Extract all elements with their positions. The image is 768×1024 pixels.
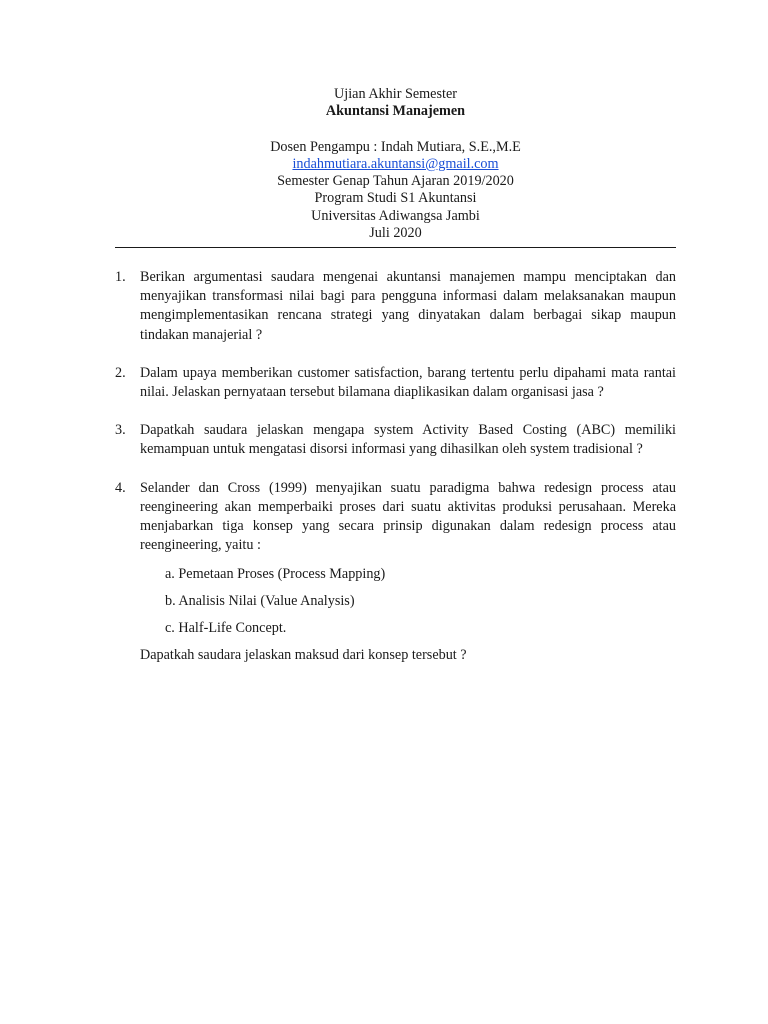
question-text: Selander dan Cross (1999) menyajikan suatu paradigma bahwa redesign process atau reengineering akan memperbaiki proses dari suatu aktivitas produksi perusahaan. Mereka menjabarkan tiga konsep yang secara prinsip digunakan dalam redesign process atau reengineering, yaitu : (140, 479, 676, 554)
question-4 (115, 479, 676, 665)
question-closing: Dapatkah saudara jelaskan maksud dari konsep tersebut ? (140, 646, 467, 663)
university-line: Universitas Adiwangsa Jambi (311, 207, 480, 224)
concept-list (140, 565, 676, 638)
question-3 (115, 421, 676, 459)
date-line: Juli 2020 (369, 225, 422, 242)
concept-item: a. Pemetaan Proses (Process Mapping) (165, 566, 386, 583)
question-2 (115, 364, 676, 402)
semester-line: Semester Genap Tahun Ajaran 2019/2020 (277, 173, 514, 190)
question-text: Dapatkah saudara jelaskan mengapa system Activity Based Costing (ABC) memiliki kemampuan untuk mengatasi disorsi informasi yang dihasilkan oleh system tradisional ? (140, 422, 676, 458)
question-text: Berikan argumentasi saudara mengenai akuntansi manajemen mampu menciptakan dan menyajikan transformasi nilai bagi para pengguna informasi dalam melaksanakan maupun mengimplementasikan rencana strategi yang dinyatakan dalam berbagai sikap maupun tindakan manajerial ? (140, 269, 676, 343)
question-text: Dalam upaya memberikan customer satisfaction, barang tertentu perlu dipahami mata rantai nilai. Jelaskan pernyataan tersebut bilamana diaplikasikan dalam organisasi jasa ? (140, 364, 676, 401)
concept-item: b. Analisis Nilai (Value Analysis) (165, 593, 355, 610)
lecturer-line: Dosen Pengampu : Indah Mutiara, S.E.,M.E (270, 138, 521, 155)
header-spacer (115, 121, 676, 139)
question-number: 1. (115, 269, 126, 285)
program-line: Program Studi S1 Akuntansi (314, 190, 477, 207)
question-number: 4. (115, 479, 126, 496)
exam-type: Ujian Akhir Semester (334, 86, 457, 102)
exam-header (115, 86, 676, 242)
question-list (115, 268, 676, 684)
question-number: 3. (115, 422, 126, 439)
header-divider (115, 247, 676, 248)
question-number: 2. (115, 364, 126, 381)
concept-item: c. Half-Life Concept. (165, 619, 287, 636)
lecturer-email-link[interactable]: indahmutiara.akuntansi@gmail.com (292, 155, 499, 172)
course-title: Akuntansi Manajemen (325, 103, 466, 120)
question-1 (115, 268, 676, 345)
